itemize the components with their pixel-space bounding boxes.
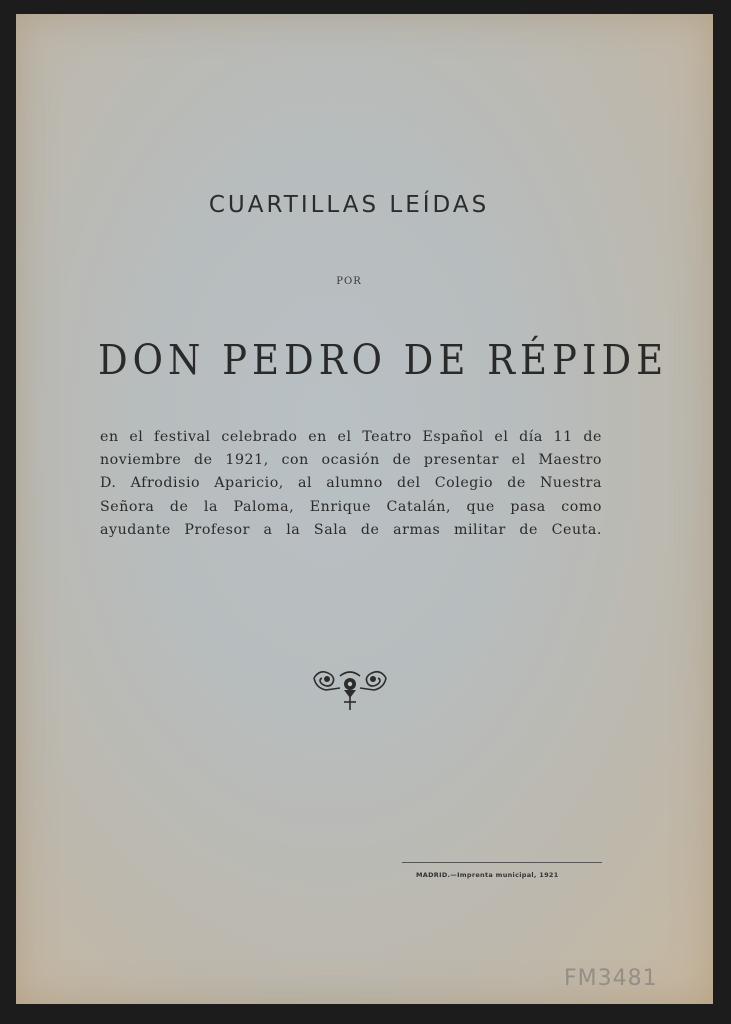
imprint-rule: [402, 862, 602, 863]
description-line: ayudante Profesor a la Sala de armas militar de Ceuta.: [100, 521, 602, 538]
floral-vignette-icon: [310, 666, 390, 712]
shelfmark-stamp: FM3481: [564, 966, 658, 991]
description-line: noviembre de 1921, con ocasión de presentar el Maestro: [100, 452, 602, 469]
description-paragraph: [100, 426, 602, 542]
description-line: Señora de la Paloma, Enrique Catalán, que pasa como: [100, 498, 602, 515]
author-name: DON PEDRO DE RÉPIDE: [98, 336, 669, 385]
by-label: POR: [336, 276, 362, 287]
description-line: en el festival celebrado en el Teatro Español el día 11 de: [100, 429, 602, 445]
imprint-line: MADRID.—Imprenta municipal, 1921: [416, 871, 559, 879]
description-line: D. Afrodisio Aparicio, al alumno del Colegio de Nuestra: [100, 475, 602, 492]
document-cover: [16, 14, 713, 1004]
document-title: CUARTILLAS LEÍDAS: [208, 192, 490, 218]
